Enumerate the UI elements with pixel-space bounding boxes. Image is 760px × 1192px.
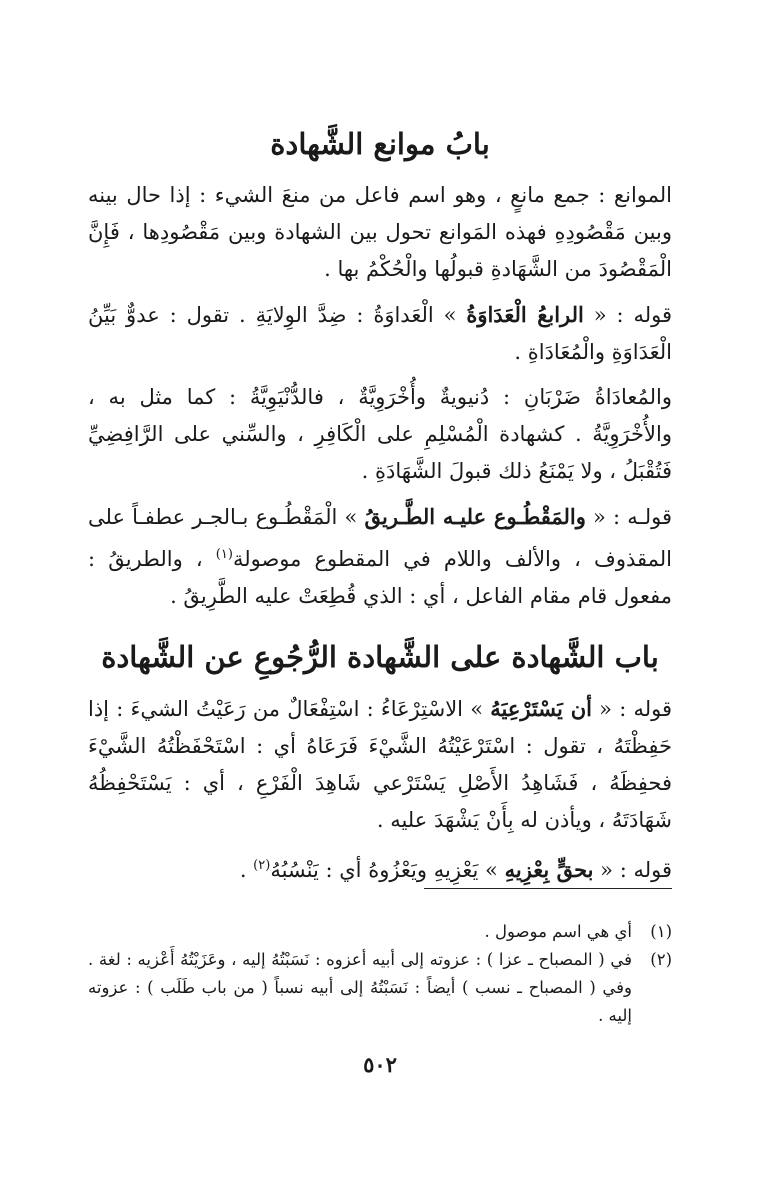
section-title-witness-obstacles: بابُ موانع الشَّهادة — [270, 127, 490, 161]
quoted-term-istira: أن يَسْتَرْعِيَهُ — [490, 696, 592, 721]
footnote-ref-2: (٢) — [253, 858, 271, 873]
quoted-term-enmity: الرابعُ الْعَدَاوَةُ — [466, 302, 584, 327]
paragraph-road-robbed — [88, 498, 672, 615]
footnote-number: (٢) — [650, 950, 672, 969]
quote-lead: قوله : « — [583, 303, 672, 327]
footnote-1 — [88, 918, 672, 946]
section1-body — [88, 177, 672, 615]
quoted-term-yaazih: بحقٍّ بِعْزِيهِ — [504, 857, 594, 882]
paragraph-enmity-types: والمُعادَاةُ ضَرْبَانِ : دُنيويةٌ وأُخْرَوِيَّةٌ ، فالدُّنْيَوِيَّةُ : كما مثل به ، والأُخْرَوِيَّةُ . كشهادة الْمُسْلِمِ على الْكَافِرِ ، والسِّني على الرَّافِضِيِّ فَتُقْبَلُ ، ولا يَمْنَعُ ذلك قبولَ الشَّهَادَةِ . — [88, 385, 672, 483]
section-title-testimony-on-testimony: باب الشَّهادة على الشَّهادة الرُّجُوعِ عن الشَّهادة — [101, 640, 659, 674]
quoted-term-road: والمَقْطُـوع عليـه الطَّـريقُ — [364, 504, 586, 529]
quote-lead: قوله : « — [593, 858, 672, 882]
quote-lead: قوله : « — [591, 697, 673, 721]
quote-lead: قولـه : « — [585, 505, 673, 529]
footnote-ref-1: (١) — [215, 547, 233, 562]
footnote-text: أي هي اسم موصول . — [484, 922, 632, 941]
paragraph-text: » الاسْتِرْعَاءُ : اسْتِفْعَالٌ من رَعَيْتُ الشيءَ : إذا حَفِظْتَهُ ، تقول : اسْتَرْعَيْتُهُ الشَّيْءَ فَرَعَاهُ أي : اسْتَحْفَظْتُهُ الشَّيْءَ فحفِظَهُ ، فَشَاهِدُ الأَصْلِ يَسْتَرْعي شَاهِدَ الْفَرْعِ ، أي : يَسْتَحْفِظُهُ شَهَادَتَهُ ، ويأذن له بِأَنْ يَشْهَدَ عليه . — [88, 697, 672, 832]
paragraph-text-tail: . — [239, 858, 254, 882]
book-page — [88, 0, 672, 1192]
paragraph-istira — [88, 690, 672, 839]
paragraph-text: » يَعْزِيهِ ويَعْزُوهُ أي : يَنْسُبُهُ — [270, 858, 505, 882]
paragraph-text: » الْمَقْطُـوع بـالجـر عطفـاً على المقذوف ، والألف واللام في المقطوع موصولة — [88, 505, 672, 571]
paragraph-obstacles-definition: الموانع : جمع مانعٍ ، وهو اسم فاعل من منعَ الشيء : إذا حال بينه وبين مَقْصُودِهِ فهذه المَوانع تحول بين الشهادة وبين مَقْصُودِها ، فَإِنَّ الْمَقْصُودَ من الشَّهَادةِ قبولُها والْحُكْمُ بها . — [88, 183, 672, 281]
page-number: ٥٠٢ — [363, 1052, 397, 1077]
section2-body — [88, 690, 672, 889]
footnotes — [88, 918, 672, 1030]
footnote-number: (١) — [650, 922, 672, 941]
footnote-2 — [88, 946, 672, 1030]
footnote-text: في ( المصباح ـ عزا ) : عزوته إلى أبيه أعزوه : نَسَبْتُهُ إليه ، وعَزَيْتُهُ أَعْزيه : لغة . وفي ( المصباح ـ نسب ) أيضاً : نَسَبْتُهُ إلى أبيه نسباً ( من باب طَلَب ) : عزوته إليه . — [88, 950, 632, 1025]
paragraph-text: » الْعَداوَةُ : ضِدَّ الوِلايَةِ . تقول : عدوٌّ بَيِّنُ الْعَدَاوَةِ والْمُعَادَاةِ . — [88, 303, 672, 364]
paragraph-text-tail: ، والطريقُ : مفعول قام مقام الفاعل ، أي : الذي قُطِعَتْ عليه الطَّرِيقُ . — [88, 547, 672, 608]
paragraph-yaazih — [88, 847, 672, 889]
paragraph-enmity — [88, 296, 672, 371]
footnote-divider — [424, 888, 672, 889]
